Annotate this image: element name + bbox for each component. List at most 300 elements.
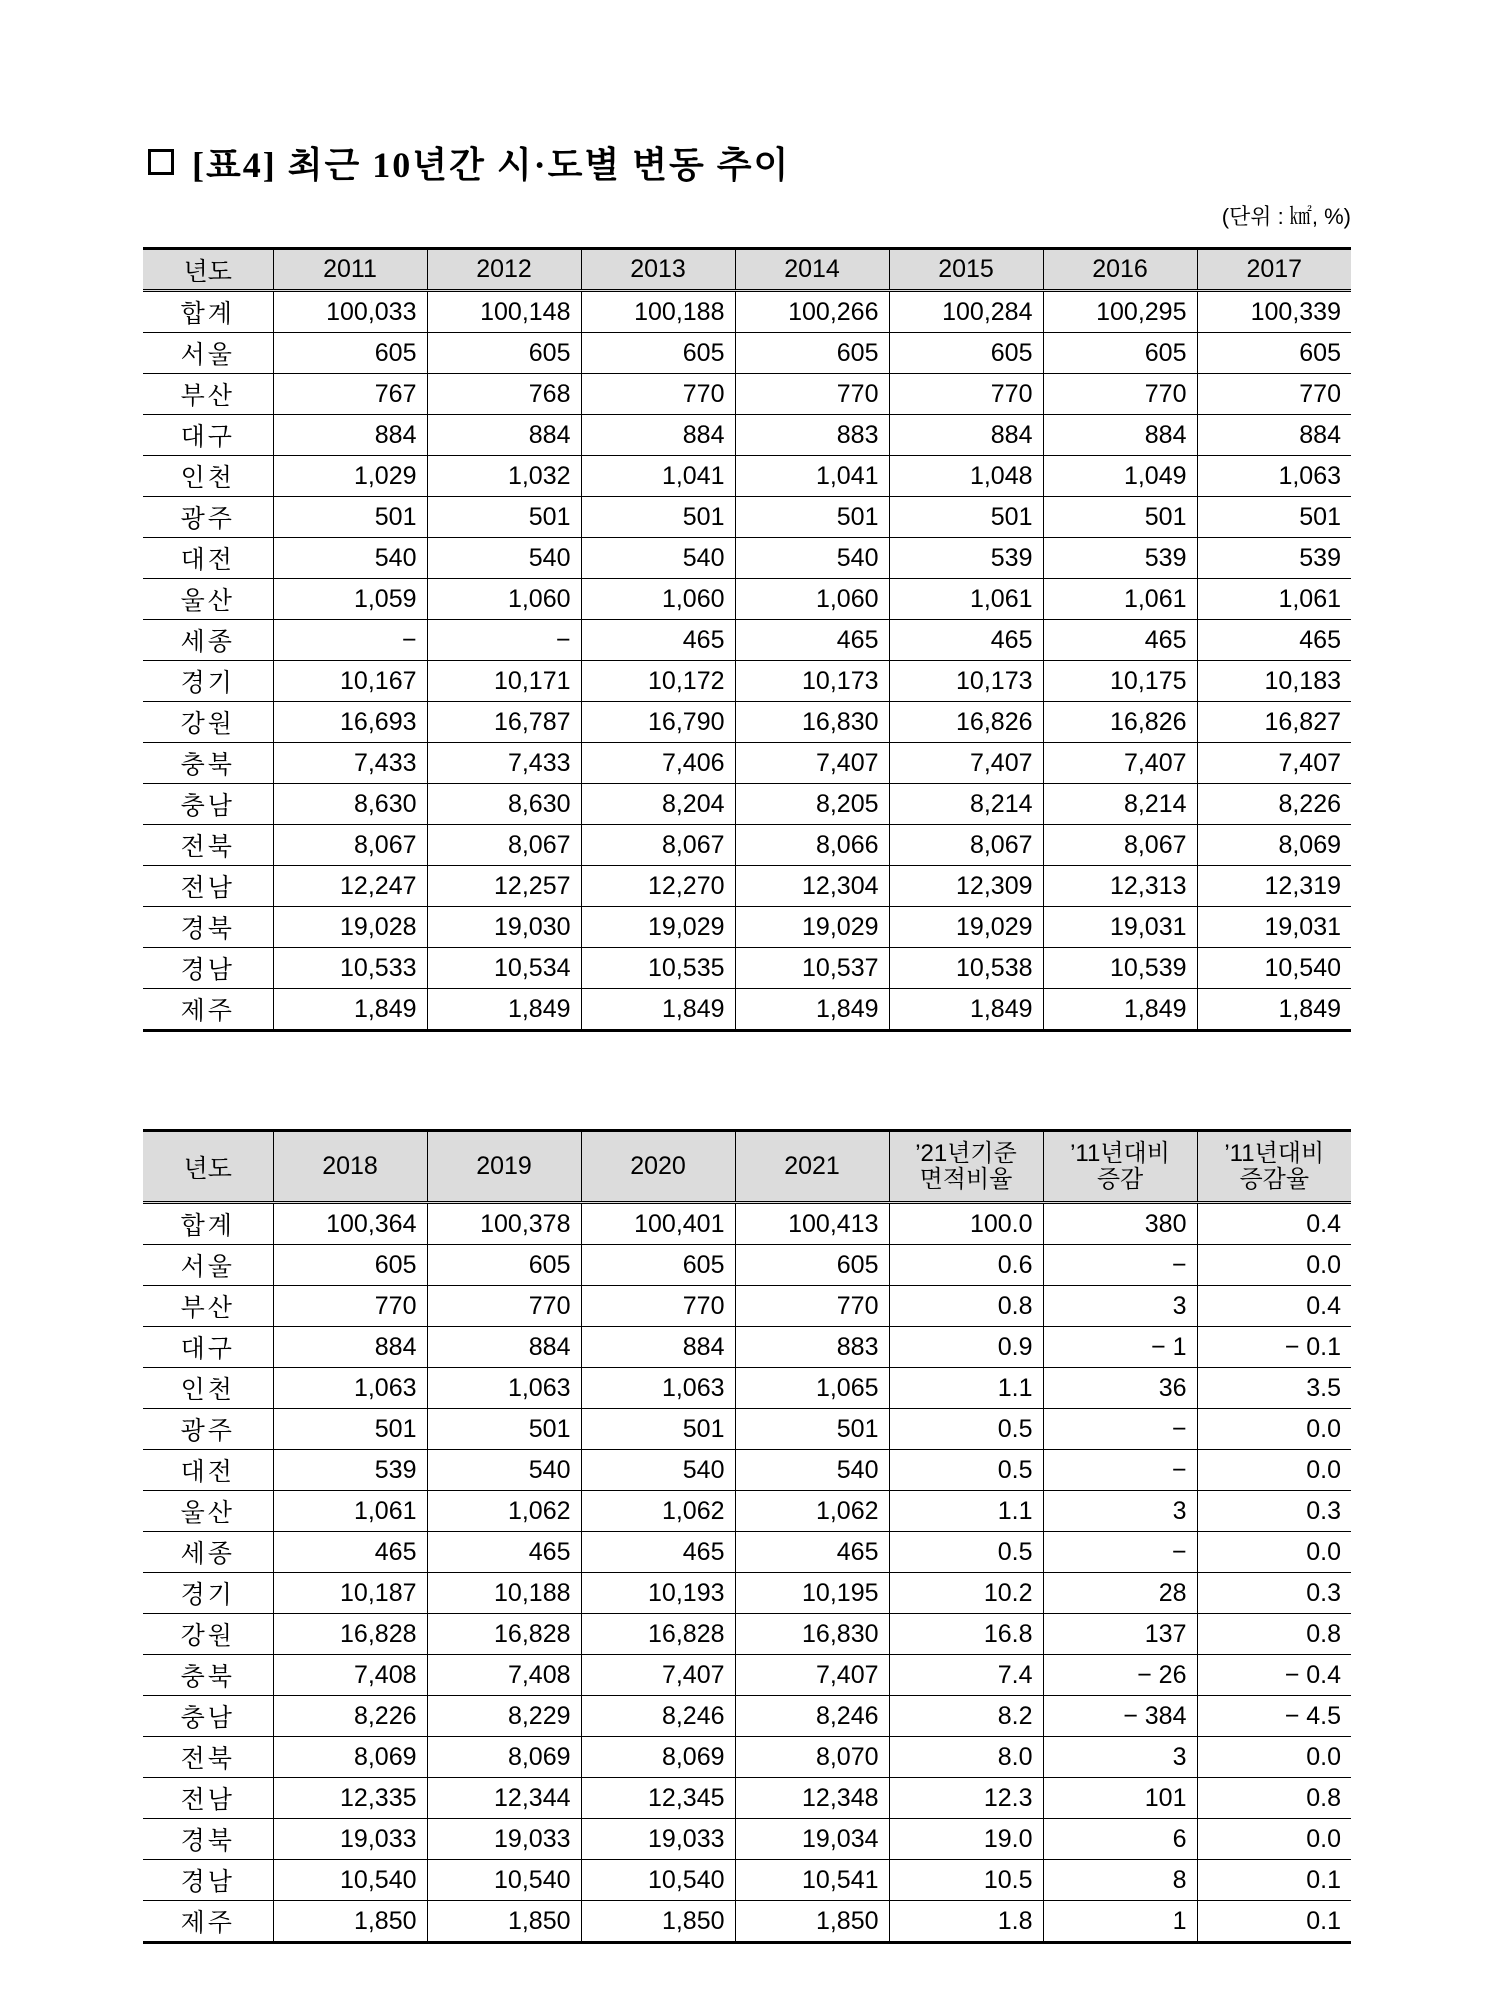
table-row [143, 989, 1351, 1031]
region-name: 울산 [143, 579, 273, 620]
table-cell: 770 [1197, 374, 1351, 415]
region-name: 광주 [143, 1409, 273, 1450]
table-cell: 100,188 [581, 291, 735, 333]
table-cell: 8.2 [889, 1696, 1043, 1737]
table-row [143, 1491, 1351, 1532]
region-name: 광주 [143, 497, 273, 538]
table-row [143, 579, 1351, 620]
table-cell: 540 [427, 1450, 581, 1491]
table-cell: 16,826 [1043, 702, 1197, 743]
table-cell: 8,214 [889, 784, 1043, 825]
table-cell: 12,344 [427, 1778, 581, 1819]
table-cell: 8 [1043, 1860, 1197, 1901]
table-cell: 7,433 [273, 743, 427, 784]
table-cell: 0.4 [1197, 1203, 1351, 1245]
table-cell: − [1043, 1245, 1197, 1286]
table-cell: 16,787 [427, 702, 581, 743]
column-header-line: 증감율 [1239, 1165, 1310, 1193]
table-cell: 10,195 [735, 1573, 889, 1614]
table-cell: 12,335 [273, 1778, 427, 1819]
page-title: [표4] 최근 10년간 시·도별 변동 추이 [192, 144, 791, 185]
table-cell: 0.0 [1197, 1450, 1351, 1491]
table-row [143, 866, 1351, 907]
table-row [143, 948, 1351, 989]
column-header-line: ’11년대비 [1070, 1139, 1170, 1167]
table-cell: 380 [1043, 1203, 1197, 1245]
table-row [143, 907, 1351, 948]
column-header [581, 1131, 735, 1203]
table-cell: 100,284 [889, 291, 1043, 333]
table-cell: 7,408 [273, 1655, 427, 1696]
table-cell: 10,541 [735, 1860, 889, 1901]
table-cell: 605 [735, 333, 889, 374]
region-name: 경기 [143, 661, 273, 702]
table-cell: 501 [735, 1409, 889, 1450]
table-cell: − 1 [1043, 1327, 1197, 1368]
table-cell: 605 [581, 333, 735, 374]
table-cell: 7,407 [1197, 743, 1351, 784]
table-cell: 605 [581, 1245, 735, 1286]
table-cell: 605 [427, 1245, 581, 1286]
table-cell: 10,173 [889, 661, 1043, 702]
table-cell: 1,060 [427, 579, 581, 620]
table-cell: 16,827 [1197, 702, 1351, 743]
table-cell: 36 [1043, 1368, 1197, 1409]
table-cell: − 0.4 [1197, 1655, 1351, 1696]
table-cell: 8,205 [735, 784, 889, 825]
table-cell: 100,295 [1043, 291, 1197, 333]
table-row [143, 1286, 1351, 1327]
region-name: 충남 [143, 784, 273, 825]
table-cell: − 384 [1043, 1696, 1197, 1737]
region-name: 충북 [143, 1655, 273, 1696]
table-cell: 768 [427, 374, 581, 415]
table-cell: 465 [1197, 620, 1351, 661]
table-cell: 1,850 [273, 1901, 427, 1943]
table-cell: 12,345 [581, 1778, 735, 1819]
table-cell: 884 [1197, 415, 1351, 456]
table-row [143, 702, 1351, 743]
table-cell: 1,063 [427, 1368, 581, 1409]
table-cell: 0.0 [1197, 1245, 1351, 1286]
table-row [143, 497, 1351, 538]
table-cell: 1,041 [581, 456, 735, 497]
table-cell: 100.0 [889, 1203, 1043, 1245]
table-cell: 501 [427, 1409, 581, 1450]
table-cell: 10,173 [735, 661, 889, 702]
table-row [143, 1737, 1351, 1778]
table-cell: 1,049 [1043, 456, 1197, 497]
table-cell: 137 [1043, 1614, 1197, 1655]
table-cell: 19,030 [427, 907, 581, 948]
table-row [143, 1573, 1351, 1614]
table-cell: 0.0 [1197, 1737, 1351, 1778]
column-header: 2014 [735, 249, 889, 291]
table-cell: 501 [581, 497, 735, 538]
table-cell: 770 [581, 1286, 735, 1327]
table-cell: 10,188 [427, 1573, 581, 1614]
table-cell: 605 [1043, 333, 1197, 374]
table-cell: 19,029 [735, 907, 889, 948]
column-header [273, 1131, 427, 1203]
table-cell: 16,826 [889, 702, 1043, 743]
table-cell: 7,407 [889, 743, 1043, 784]
table-header-row [143, 249, 1351, 291]
table-cell: 12,247 [273, 866, 427, 907]
table-cell: 8,226 [1197, 784, 1351, 825]
table-cell: 10,533 [273, 948, 427, 989]
table-cell: 605 [427, 333, 581, 374]
table-row [143, 784, 1351, 825]
table-cell: 501 [427, 497, 581, 538]
table-cell: 3 [1043, 1491, 1197, 1532]
table-cell: 1,065 [735, 1368, 889, 1409]
region-name: 충남 [143, 1696, 273, 1737]
table-cell: 8,246 [581, 1696, 735, 1737]
table-body [143, 1203, 1351, 1943]
table-cell: 16,830 [735, 1614, 889, 1655]
table-cell: 1.8 [889, 1901, 1043, 1943]
table-cell: 884 [273, 415, 427, 456]
table-cell: 10,539 [1043, 948, 1197, 989]
column-header: 2017 [1197, 249, 1351, 291]
table-cell: 770 [581, 374, 735, 415]
table-cell: 10,171 [427, 661, 581, 702]
table-cell: 1,062 [735, 1491, 889, 1532]
table-cell: 16,830 [735, 702, 889, 743]
table-row [143, 1327, 1351, 1368]
table-cell: 770 [1043, 374, 1197, 415]
column-header: 2012 [427, 249, 581, 291]
checkbox-square-icon [148, 149, 174, 175]
table-cell: 501 [1197, 497, 1351, 538]
table-cell: 605 [273, 333, 427, 374]
area-table-2011-2017 [143, 247, 1351, 1032]
region-name: 전남 [143, 1778, 273, 1819]
region-name: 대구 [143, 415, 273, 456]
table-cell: 465 [1043, 620, 1197, 661]
table-row [143, 415, 1351, 456]
table-row [143, 620, 1351, 661]
table-row [143, 1778, 1351, 1819]
table-cell: 0.8 [1197, 1614, 1351, 1655]
table-cell: 12,309 [889, 866, 1043, 907]
table-cell: 16,693 [273, 702, 427, 743]
table-cell: 1,060 [735, 579, 889, 620]
table-cell: − [1043, 1450, 1197, 1491]
table-cell: 12,319 [1197, 866, 1351, 907]
table-cell: 883 [735, 415, 889, 456]
table-cell: 884 [889, 415, 1043, 456]
table-cell: 465 [581, 1532, 735, 1573]
table-cell: 19,033 [581, 1819, 735, 1860]
table-cell: 10,537 [735, 948, 889, 989]
column-header [427, 1131, 581, 1203]
region-name: 합계 [143, 1203, 273, 1245]
table-row [143, 1655, 1351, 1696]
table-cell: 539 [889, 538, 1043, 579]
table-cell: − 26 [1043, 1655, 1197, 1696]
table-cell: 100,033 [273, 291, 427, 333]
table-body [143, 291, 1351, 1031]
column-header-line: ’21년기준 [915, 1139, 1017, 1167]
table-row [143, 1245, 1351, 1286]
table-cell: 1,061 [273, 1491, 427, 1532]
table-cell: 8,070 [735, 1737, 889, 1778]
column-header [1043, 1131, 1197, 1203]
table-cell: 1,061 [1043, 579, 1197, 620]
table-cell: 1,059 [273, 579, 427, 620]
table-cell: 100,339 [1197, 291, 1351, 333]
table-cell: 770 [735, 1286, 889, 1327]
table-row [143, 1450, 1351, 1491]
table-cell: 605 [273, 1245, 427, 1286]
table-row [143, 1696, 1351, 1737]
table-cell: 465 [273, 1532, 427, 1573]
region-name: 제주 [143, 989, 273, 1031]
region-name: 인천 [143, 456, 273, 497]
table-cell: 7,407 [581, 1655, 735, 1696]
table-cell: 10,167 [273, 661, 427, 702]
table-cell: 28 [1043, 1573, 1197, 1614]
table-cell: 10,540 [581, 1860, 735, 1901]
table-cell: 883 [735, 1327, 889, 1368]
table-cell: 767 [273, 374, 427, 415]
table-cell: 540 [427, 538, 581, 579]
table-cell: 770 [735, 374, 889, 415]
table-cell: − [427, 620, 581, 661]
region-name: 서울 [143, 333, 273, 374]
table-cell: 12,348 [735, 1778, 889, 1819]
table-cell: 8,214 [1043, 784, 1197, 825]
table-cell: 884 [427, 1327, 581, 1368]
region-name: 강원 [143, 702, 273, 743]
table-cell: 19,031 [1197, 907, 1351, 948]
table-cell: 0.0 [1197, 1409, 1351, 1450]
table-cell: 1,061 [1197, 579, 1351, 620]
table-cell: 0.6 [889, 1245, 1043, 1286]
table-row [143, 825, 1351, 866]
table-cell: 1,849 [735, 989, 889, 1031]
table-cell: 884 [581, 415, 735, 456]
table-cell: 0.1 [1197, 1901, 1351, 1943]
column-header [735, 1131, 889, 1203]
table-cell: 10.5 [889, 1860, 1043, 1901]
table-cell: 19.0 [889, 1819, 1043, 1860]
table-cell: 8,246 [735, 1696, 889, 1737]
table-cell: 465 [581, 620, 735, 661]
area-table-2018-2021 [143, 1129, 1351, 1944]
region-name: 전북 [143, 1737, 273, 1778]
table-cell: 605 [1197, 333, 1351, 374]
table-cell: 3 [1043, 1737, 1197, 1778]
table-cell: 1,849 [273, 989, 427, 1031]
column-header-line: ’11년대비 [1224, 1139, 1325, 1167]
table-cell: 19,028 [273, 907, 427, 948]
table-cell: 8,069 [427, 1737, 581, 1778]
table-cell: 1,850 [735, 1901, 889, 1943]
column-header-line: 2021 [784, 1152, 840, 1180]
table-cell: 8,069 [1197, 825, 1351, 866]
table-cell: 100,401 [581, 1203, 735, 1245]
table-cell: 0.3 [1197, 1491, 1351, 1532]
table-cell: 770 [889, 374, 1043, 415]
table-cell: 8,067 [427, 825, 581, 866]
column-header: 2016 [1043, 249, 1197, 291]
table-cell: 770 [273, 1286, 427, 1327]
table-cell: 19,029 [889, 907, 1043, 948]
table-cell: 12,257 [427, 866, 581, 907]
table-cell: 8,229 [427, 1696, 581, 1737]
table-cell: 1,850 [581, 1901, 735, 1943]
table-cell: 0.4 [1197, 1286, 1351, 1327]
column-header [1197, 1131, 1351, 1203]
column-header: 2011 [273, 249, 427, 291]
table-cell: 1.1 [889, 1368, 1043, 1409]
table-cell: 1,063 [581, 1368, 735, 1409]
region-name: 경기 [143, 1573, 273, 1614]
table-cell: 10,175 [1043, 661, 1197, 702]
table-cell: 8,204 [581, 784, 735, 825]
table-cell: 7.4 [889, 1655, 1043, 1696]
table-cell: − [1043, 1532, 1197, 1573]
table-row [143, 1860, 1351, 1901]
table-cell: 540 [273, 538, 427, 579]
region-name: 인천 [143, 1368, 273, 1409]
table-row [143, 538, 1351, 579]
table-cell: 605 [889, 333, 1043, 374]
table-cell: 1,849 [1197, 989, 1351, 1031]
table-cell: 100,413 [735, 1203, 889, 1245]
table-cell: 8,226 [273, 1696, 427, 1737]
region-name: 전남 [143, 866, 273, 907]
column-header-year [143, 1131, 273, 1203]
table-cell: 1,048 [889, 456, 1043, 497]
table-cell: 465 [735, 620, 889, 661]
table-cell: 884 [427, 415, 581, 456]
table-cell: 1,062 [581, 1491, 735, 1532]
table-cell: 1,063 [273, 1368, 427, 1409]
table-cell: 1,041 [735, 456, 889, 497]
table-cell: 1,849 [889, 989, 1043, 1031]
table-cell: 501 [1043, 497, 1197, 538]
table-cell: 10,172 [581, 661, 735, 702]
table-row [143, 374, 1351, 415]
table-cell: 0.5 [889, 1409, 1043, 1450]
table-cell: 8,067 [1043, 825, 1197, 866]
table-cell: − 0.1 [1197, 1327, 1351, 1368]
table-cell: 16,790 [581, 702, 735, 743]
table-row [143, 1614, 1351, 1655]
table-cell: 8,069 [273, 1737, 427, 1778]
table-cell: 16,828 [427, 1614, 581, 1655]
table-cell: 12,270 [581, 866, 735, 907]
table-cell: 100,266 [735, 291, 889, 333]
table-cell: 8,066 [735, 825, 889, 866]
table-cell: 7,433 [427, 743, 581, 784]
unit-label: (단위 : ㎢, %) [1221, 204, 1351, 229]
table-cell: 770 [427, 1286, 581, 1327]
table-cell: 501 [889, 497, 1043, 538]
table-cell: 16,828 [581, 1614, 735, 1655]
table-cell: 539 [273, 1450, 427, 1491]
table-cell: − 4.5 [1197, 1696, 1351, 1737]
table-cell: 10,534 [427, 948, 581, 989]
table-row [143, 1819, 1351, 1860]
table-cell: 539 [1043, 538, 1197, 579]
table-cell: 10,538 [889, 948, 1043, 989]
table-cell: 1,062 [427, 1491, 581, 1532]
region-name: 부산 [143, 374, 273, 415]
table-cell: − [273, 620, 427, 661]
table-cell: 1,849 [1043, 989, 1197, 1031]
region-name: 대구 [143, 1327, 273, 1368]
region-name: 부산 [143, 1286, 273, 1327]
table-cell: 7,407 [735, 1655, 889, 1696]
table-cell: 0.1 [1197, 1860, 1351, 1901]
column-header-line: 2020 [630, 1152, 686, 1180]
table-cell: 0.5 [889, 1450, 1043, 1491]
table-cell: 19,034 [735, 1819, 889, 1860]
table-cell: 0.5 [889, 1532, 1043, 1573]
table-cell: 605 [735, 1245, 889, 1286]
table-cell: 501 [273, 1409, 427, 1450]
table-cell: − [1043, 1409, 1197, 1450]
table-cell: 12.3 [889, 1778, 1043, 1819]
table-cell: 7,406 [581, 743, 735, 784]
table-cell: 8,067 [889, 825, 1043, 866]
table-cell: 10,193 [581, 1573, 735, 1614]
table-cell: 3 [1043, 1286, 1197, 1327]
column-header [889, 1131, 1043, 1203]
table-cell: 10,187 [273, 1573, 427, 1614]
table-cell: 6 [1043, 1819, 1197, 1860]
table-row [143, 1368, 1351, 1409]
table-cell: 1,061 [889, 579, 1043, 620]
table-cell: 501 [581, 1409, 735, 1450]
table-cell: 1,060 [581, 579, 735, 620]
table-cell: 8,630 [273, 784, 427, 825]
table-cell: 10,540 [427, 1860, 581, 1901]
table-cell: 8,630 [427, 784, 581, 825]
table-cell: 8,069 [581, 1737, 735, 1778]
column-header-line: 증감 [1096, 1165, 1144, 1193]
table-cell: 540 [735, 1450, 889, 1491]
table-row [143, 333, 1351, 374]
column-header-line: 면적비율 [919, 1165, 1013, 1193]
table-row [143, 1409, 1351, 1450]
table-cell: 8.0 [889, 1737, 1043, 1778]
table-cell: 501 [735, 497, 889, 538]
table-cell: 101 [1043, 1778, 1197, 1819]
column-header: 2013 [581, 249, 735, 291]
table-row [143, 291, 1351, 333]
table-cell: 884 [1043, 415, 1197, 456]
table-cell: 12,313 [1043, 866, 1197, 907]
table-cell: 1,032 [427, 456, 581, 497]
table-cell: 10,540 [1197, 948, 1351, 989]
table-cell: 10.2 [889, 1573, 1043, 1614]
region-name: 강원 [143, 1614, 273, 1655]
column-header-line: 2018 [322, 1152, 378, 1180]
table-cell: 10,535 [581, 948, 735, 989]
column-header-line: 년도 [183, 1154, 232, 1183]
region-name: 경남 [143, 948, 273, 989]
table-cell: 501 [273, 497, 427, 538]
table-row [143, 1203, 1351, 1245]
table-row [143, 1532, 1351, 1573]
table-header-row [143, 1131, 1351, 1203]
